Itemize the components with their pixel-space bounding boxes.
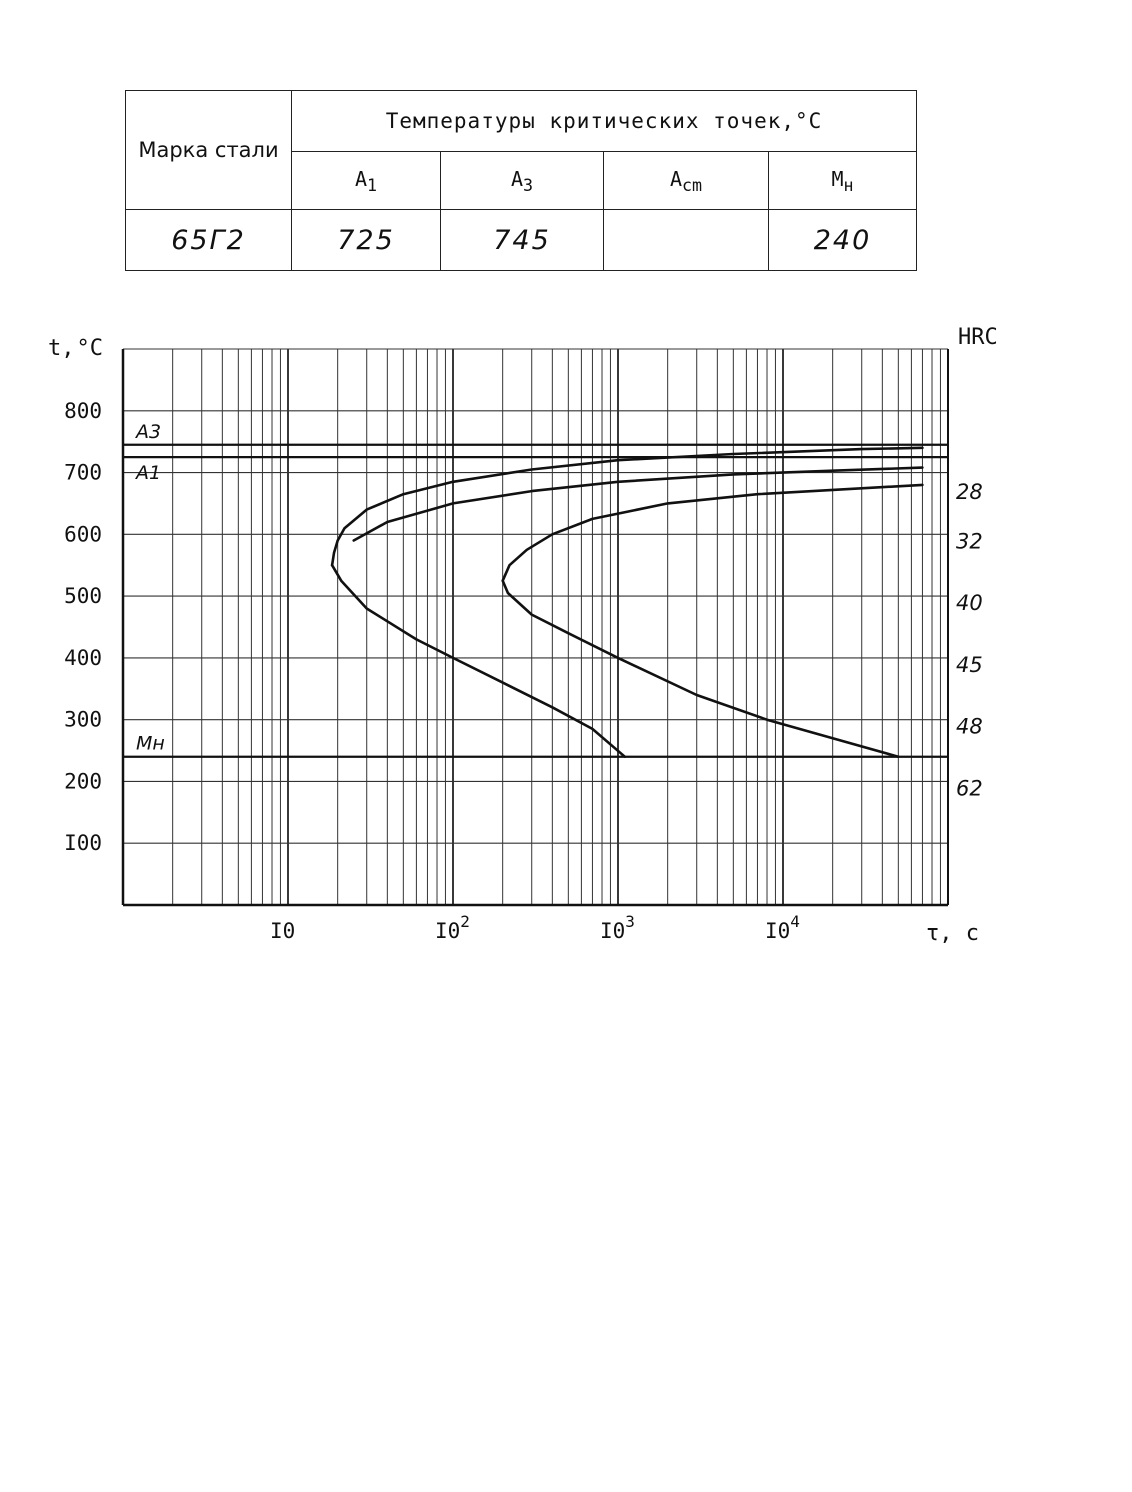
y-tick-label: 600 [64, 522, 102, 547]
hrc-label: 40 [956, 591, 983, 616]
curve-1 [332, 448, 922, 565]
temps-header-label: Температуры критических точек, [385, 109, 795, 133]
x-tick-label: I0 [270, 919, 296, 943]
col-acm-header: $A_{cm}$ [604, 152, 769, 210]
cell-a1: 725 [292, 210, 441, 271]
cell-a3: 745 [441, 210, 604, 271]
cell-mn: 240 [769, 210, 917, 271]
transformation-curves [332, 448, 922, 757]
col-a1-header: $A_1$ [292, 152, 441, 210]
x-tick-labels [270, 912, 800, 943]
chart-grid [123, 349, 948, 905]
cell-acm [604, 210, 769, 271]
hrc-axis-label: HRC [958, 325, 998, 350]
y-axis-label: t,°C [48, 336, 103, 361]
y-tick-label: 800 [64, 398, 102, 423]
A1-label: A1 [136, 462, 162, 485]
y-tick-label: 200 [64, 769, 102, 794]
x-tick-label: $I0^4$ [765, 912, 800, 943]
y-tick-label: I00 [64, 831, 102, 856]
col-a3-header: $A_3$ [441, 152, 604, 210]
hrc-label: 62 [956, 776, 983, 801]
y-tick-label: 300 [64, 707, 102, 732]
y-tick-label: 400 [64, 645, 102, 670]
cell-grade: 65Г2 [126, 210, 292, 271]
hrc-label: 32 [956, 529, 983, 554]
y-tick-label: 700 [64, 460, 102, 485]
y-tick-labels [64, 399, 102, 855]
reference-line-labels [134, 421, 165, 755]
curve-3 [354, 468, 923, 541]
x-tick-label: $I0^3$ [600, 912, 635, 943]
col-mn-header: $M_н$ [769, 152, 917, 210]
hrc-labels [956, 480, 983, 801]
grade-header [126, 91, 292, 210]
temps-header [292, 91, 917, 152]
x-axis-label: τ, с [926, 921, 979, 946]
hrc-label: 28 [956, 479, 983, 504]
x-tick-label: $I0^2$ [435, 912, 470, 943]
y-tick-label: 500 [64, 584, 102, 609]
critical-points-table [125, 90, 917, 271]
chart-frame [123, 349, 948, 905]
hrc-label: 48 [956, 714, 983, 739]
temps-header-unit: °C [795, 109, 823, 133]
hrc-label: 45 [956, 652, 983, 677]
Mn-label: Mн [136, 732, 165, 755]
A3-label: A3 [136, 420, 162, 443]
ttt-diagram [0, 300, 1132, 980]
grade-header-label: Марка стали [138, 137, 279, 162]
